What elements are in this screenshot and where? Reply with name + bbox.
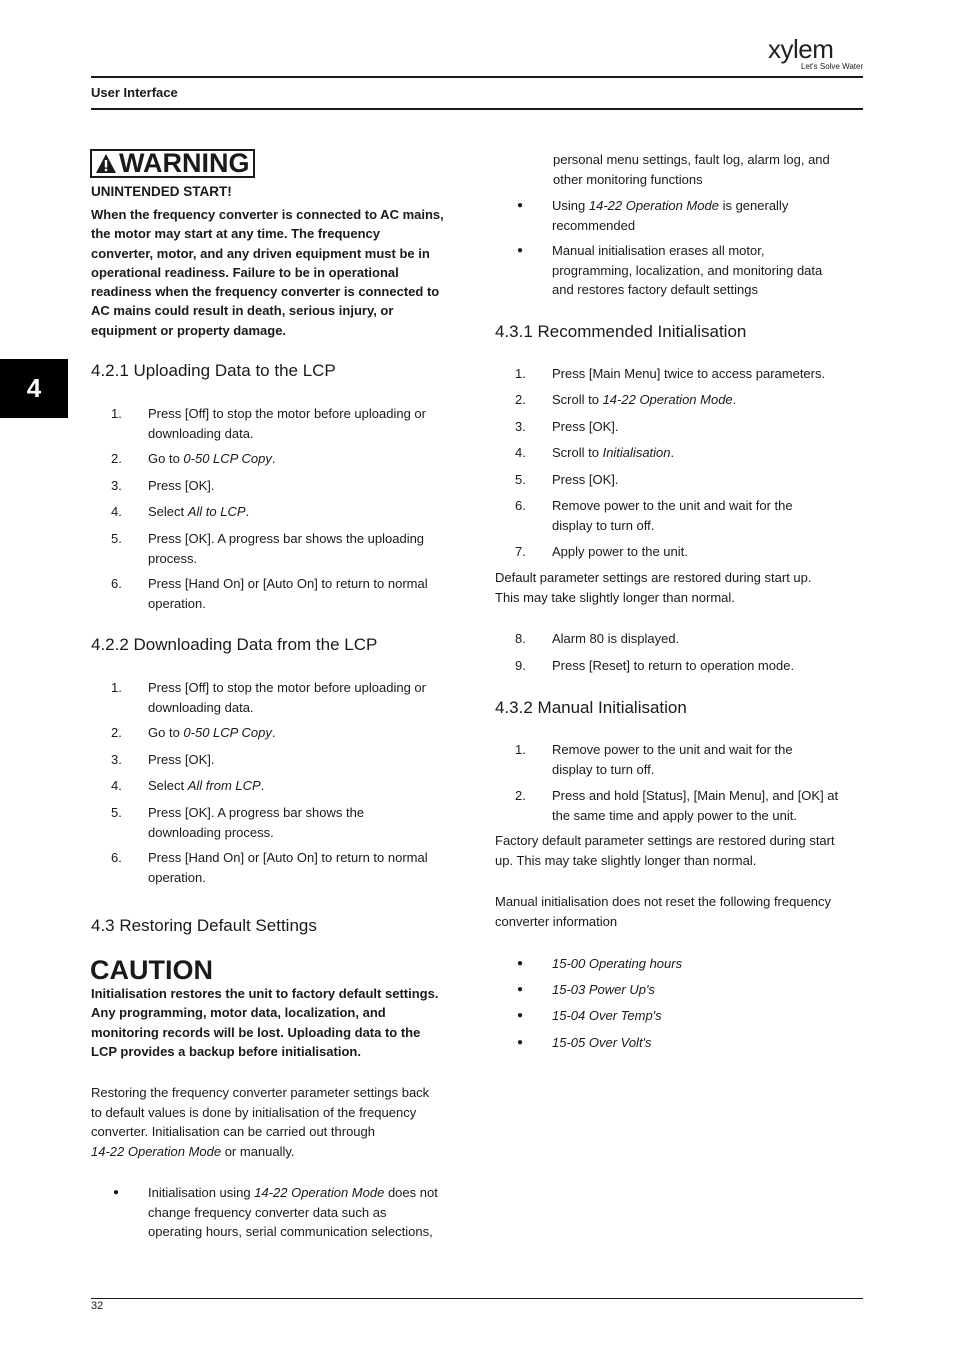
item-number: 4.	[111, 778, 122, 793]
text-run: the motor may start at any time. The frequency	[91, 226, 380, 242]
logo-word: xylem	[768, 34, 834, 64]
text-run: Remove power to the unit and wait for the	[552, 498, 793, 513]
text-run: equipment or property damage.	[91, 322, 287, 338]
heading-4-3-2: 4.3.2 Manual Initialisation	[495, 698, 687, 717]
text-line	[91, 1042, 459, 1061]
text-run: Press [OK]. A progress bar shows the	[148, 805, 365, 820]
text-run: Press and hold [Status], [Main Menu], and [OK] at	[552, 788, 839, 803]
text-line	[552, 1006, 863, 1026]
heading-4-2-1: 4.2.1 Uploading Data to the LCP	[91, 361, 336, 380]
item-number: 5.	[111, 531, 122, 546]
parameter-name: 0-50 LCP Copy	[183, 451, 272, 466]
header-rule-top	[91, 76, 863, 78]
item-number: 5.	[111, 805, 122, 820]
text-run: converter, motor, and any driven equipment must be in	[91, 245, 430, 261]
item-text	[552, 740, 863, 779]
text-line	[552, 261, 863, 281]
item-text	[148, 678, 459, 717]
text-run: Go to	[148, 451, 184, 466]
text-line	[552, 280, 863, 300]
text-run: up. This may take slightly longer than normal.	[495, 852, 757, 868]
warning-label: WARNING	[119, 148, 250, 178]
item-text	[148, 404, 459, 443]
text-line	[552, 656, 863, 676]
text-line	[552, 980, 863, 1000]
item-text	[552, 496, 863, 535]
text-line	[148, 574, 459, 594]
item-text	[552, 390, 863, 410]
text-line	[91, 1122, 461, 1142]
item-text	[552, 542, 863, 562]
parameter-name: 14-22 Operation Mode	[254, 1185, 385, 1200]
logo-tagline: Let's Solve Water	[801, 62, 864, 71]
item-text	[148, 803, 459, 842]
item-number: 3.	[111, 752, 122, 767]
restore-paragraph	[91, 1083, 461, 1161]
manual-note-1	[495, 831, 865, 870]
text-line	[148, 823, 459, 843]
text-line	[552, 470, 863, 490]
text-run: Alarm 80 is displayed.	[552, 631, 680, 646]
text-line	[553, 170, 863, 190]
text-run: change frequency converter data such as	[148, 1204, 387, 1220]
text-line	[553, 150, 863, 170]
text-line	[495, 851, 865, 871]
parameter-name: 15-03 Power Up's	[552, 982, 655, 997]
item-number: 1.	[111, 406, 122, 421]
item-number: 6.	[515, 498, 526, 513]
parameter-name: 14-22 Operation Mode	[91, 1143, 222, 1159]
warning-subtitle: UNINTENDED START!	[91, 184, 232, 199]
text-line	[552, 806, 863, 826]
parameter-name: All from LCP	[187, 778, 261, 793]
item-text	[148, 848, 459, 887]
item-text	[552, 417, 863, 437]
text-run: downloading data.	[148, 425, 254, 441]
text-run: Restoring the frequency converter parameter settings back	[91, 1085, 430, 1100]
parameter-name: 14-22 Operation Mode	[588, 198, 719, 213]
parameter-name: Initialisation	[602, 445, 671, 460]
text-run: the same time and apply power to the unit.	[552, 807, 797, 823]
text-line	[148, 698, 459, 718]
text-line	[91, 301, 459, 320]
bullet-icon: ●	[517, 958, 524, 969]
header-rule-bottom	[91, 108, 863, 110]
text-run: .	[260, 778, 265, 793]
text-run: other monitoring functions	[553, 171, 703, 187]
item-number: 6.	[111, 850, 122, 865]
text-run: converter information	[495, 913, 618, 929]
text-run: Initialisation restores the unit to factory default settings.	[91, 986, 439, 1001]
text-run: Apply power to the unit.	[552, 544, 688, 559]
text-run: recommended	[552, 217, 636, 233]
item-text	[552, 443, 863, 463]
text-line	[148, 549, 459, 569]
text-line	[552, 516, 863, 536]
text-line	[148, 750, 459, 770]
text-line	[91, 205, 459, 224]
text-run: AC mains could result in death, serious injury, or	[91, 303, 394, 319]
text-run: operating hours, serial communication selections,	[148, 1224, 433, 1239]
text-run: Go to	[148, 725, 184, 740]
item-number: 2.	[515, 392, 526, 407]
text-line	[495, 588, 865, 608]
text-line	[552, 241, 863, 261]
text-run: Manual initialisation does not reset the following frequency	[495, 894, 832, 909]
caution-label: CAUTION	[90, 955, 213, 985]
text-run: Remove power to the unit and wait for the	[552, 742, 793, 757]
text-run: .	[271, 725, 276, 740]
bullet-continuation	[553, 150, 863, 189]
text-run: process.	[148, 550, 198, 566]
item-text	[552, 1033, 863, 1053]
text-line	[91, 282, 459, 301]
item-number: 9.	[515, 658, 526, 673]
text-line	[91, 244, 459, 263]
text-run: .	[271, 451, 276, 466]
item-number: 8.	[515, 631, 526, 646]
text-run: Factory default parameter settings are restored during start	[495, 833, 835, 848]
item-number: 2.	[111, 725, 122, 740]
item-number: 7.	[515, 544, 526, 559]
text-line	[552, 786, 863, 806]
text-run: to default values is done by initialisation of the frequency	[91, 1104, 417, 1120]
text-line	[148, 594, 459, 614]
item-number: 1.	[111, 680, 122, 695]
item-text	[148, 1183, 459, 1242]
item-text	[148, 776, 459, 796]
item-text	[552, 364, 863, 384]
text-line	[148, 529, 459, 549]
text-line	[148, 1222, 459, 1242]
caution-text	[91, 984, 459, 1061]
text-run: monitoring records will be lost. Uploading data to the	[91, 1024, 421, 1040]
text-line	[91, 1142, 461, 1162]
text-line	[552, 954, 863, 974]
page-number: 32	[91, 1300, 104, 1312]
text-run: operation.	[148, 595, 206, 611]
text-run: is generally	[718, 198, 789, 213]
item-text	[148, 476, 459, 496]
text-run: or manually.	[221, 1143, 295, 1159]
item-text	[148, 574, 459, 613]
text-line	[148, 776, 459, 796]
text-run: personal menu settings, fault log, alarm log, and	[553, 152, 830, 167]
text-run: Scroll to	[552, 392, 603, 407]
text-run: Press [OK].	[552, 472, 619, 487]
text-run: .	[670, 445, 675, 460]
text-line	[552, 390, 863, 410]
text-run: display to turn off.	[552, 517, 655, 533]
text-run: .	[245, 504, 250, 519]
text-run: programming, localization, and monitoring data	[552, 262, 823, 278]
heading-4-3: 4.3 Restoring Default Settings	[91, 916, 317, 935]
item-number: 5.	[515, 472, 526, 487]
item-text	[552, 656, 863, 676]
text-line	[91, 984, 459, 1003]
text-line	[148, 449, 459, 469]
text-line	[91, 1023, 459, 1042]
parameter-name: 15-04 Over Temp's	[552, 1008, 662, 1023]
text-line	[552, 417, 863, 437]
text-line	[552, 1033, 863, 1053]
text-run: Using	[552, 198, 589, 213]
text-line	[495, 892, 865, 912]
text-line	[552, 760, 863, 780]
text-run: and restores factory default settings	[552, 282, 758, 297]
item-number: 4.	[111, 504, 122, 519]
text-line	[148, 476, 459, 496]
item-text	[552, 1006, 863, 1026]
bullet-icon: ●	[517, 984, 524, 995]
text-line	[552, 443, 863, 463]
warning-triangle-icon	[95, 153, 117, 174]
manual-note-2	[495, 892, 865, 931]
text-line	[148, 1183, 459, 1203]
text-run: Press [Main Menu] twice to access parameters.	[552, 366, 826, 381]
item-text	[552, 980, 863, 1000]
item-number: 2.	[111, 451, 122, 466]
text-line	[91, 1083, 461, 1103]
text-run: Select	[148, 778, 188, 793]
text-line	[91, 321, 459, 340]
text-run: Press [Reset] to return to operation mode.	[552, 658, 795, 673]
text-run: When the frequency converter is connected to AC mains,	[91, 207, 444, 222]
text-line	[148, 868, 459, 888]
text-run: Initialisation using	[148, 1185, 255, 1200]
text-run: Manual initialisation erases all motor,	[552, 243, 765, 258]
item-text	[148, 449, 459, 469]
heading-4-2-2: 4.2.2 Downloading Data from the LCP	[91, 635, 378, 654]
text-run: does not	[384, 1185, 438, 1200]
text-line	[148, 723, 459, 743]
text-line	[91, 224, 459, 243]
text-line	[148, 803, 459, 823]
item-text	[148, 750, 459, 770]
item-text	[148, 529, 459, 568]
text-run: display to turn off.	[552, 761, 655, 777]
text-line	[148, 502, 459, 522]
text-run: operation.	[148, 869, 206, 885]
parameter-name: 0-50 LCP Copy	[183, 725, 272, 740]
text-run: Press [OK].	[552, 419, 619, 434]
bullet-icon: ●	[517, 1037, 524, 1048]
text-run: Press [Off] to stop the motor before uploading or	[148, 406, 426, 421]
text-run: Scroll to	[552, 445, 603, 460]
item-text	[552, 470, 863, 490]
item-text	[552, 241, 863, 300]
text-line	[552, 364, 863, 384]
heading-4-3-1: 4.3.1 Recommended Initialisation	[495, 322, 747, 341]
text-line	[552, 740, 863, 760]
text-line	[552, 216, 863, 236]
chapter-tab: 4	[0, 359, 68, 418]
item-number: 3.	[111, 478, 122, 493]
item-number: 2.	[515, 788, 526, 803]
text-run: Press [Hand On] or [Auto On] to return to normal	[148, 850, 428, 865]
text-run: operational readiness. Failure to be in operational	[91, 264, 399, 280]
warning-text	[91, 205, 459, 340]
text-line	[552, 496, 863, 516]
text-line	[552, 629, 863, 649]
parameter-name: 15-00 Operating hours	[552, 956, 683, 971]
item-text	[552, 954, 863, 974]
text-line	[91, 263, 459, 282]
item-text	[148, 502, 459, 522]
bullet-icon: ●	[517, 1010, 524, 1021]
text-line	[552, 542, 863, 562]
text-run: This may take slightly longer than normal.	[495, 589, 735, 605]
section-label: User Interface	[91, 85, 178, 100]
text-line	[148, 424, 459, 444]
warning-label-box	[90, 149, 255, 178]
footer-rule	[91, 1298, 863, 1299]
text-run: Press [OK].	[148, 752, 215, 767]
xylem-logo	[768, 36, 864, 72]
item-number: 1.	[515, 742, 526, 757]
text-run: Any programming, motor data, localization, and	[91, 1005, 386, 1021]
text-line	[148, 848, 459, 868]
text-line	[148, 404, 459, 424]
text-line	[552, 196, 863, 216]
text-run: Press [Off] to stop the motor before uploading or	[148, 680, 426, 695]
text-line	[91, 1103, 461, 1123]
text-run: converter. Initialisation can be carried out through	[91, 1124, 376, 1139]
item-number: 4.	[515, 445, 526, 460]
parameter-name: 14-22 Operation Mode	[602, 392, 733, 407]
text-run: readiness when the frequency converter is connected to	[91, 284, 440, 300]
text-line	[495, 912, 865, 932]
text-run: LCP provides a backup before initialisation.	[91, 1043, 361, 1059]
bullet-icon: ●	[517, 200, 524, 211]
item-text	[148, 723, 459, 743]
item-text	[552, 196, 863, 235]
item-text	[552, 629, 863, 649]
restore-note	[495, 568, 865, 607]
text-run: Default parameter settings are restored during start up.	[495, 570, 812, 585]
item-number: 3.	[515, 419, 526, 434]
text-line	[91, 1003, 459, 1022]
parameter-name: All to LCP	[187, 504, 246, 519]
text-run: Press [OK].	[148, 478, 215, 493]
text-run: Press [OK]. A progress bar shows the uploading	[148, 531, 425, 546]
text-run: Press [Hand On] or [Auto On] to return to normal	[148, 576, 428, 591]
text-run: downloading data.	[148, 699, 254, 715]
item-number: 6.	[111, 576, 122, 591]
text-run: Select	[148, 504, 188, 519]
item-number: 1.	[515, 366, 526, 381]
parameter-name: 15-05 Over Volt's	[552, 1035, 652, 1050]
text-line	[495, 831, 865, 851]
text-run: downloading process.	[148, 824, 274, 840]
bullet-icon: ●	[113, 1187, 120, 1198]
text-line	[148, 678, 459, 698]
text-line	[495, 568, 865, 588]
text-run: .	[732, 392, 737, 407]
item-text	[552, 786, 863, 825]
text-line	[148, 1203, 459, 1223]
bullet-icon: ●	[517, 245, 524, 256]
